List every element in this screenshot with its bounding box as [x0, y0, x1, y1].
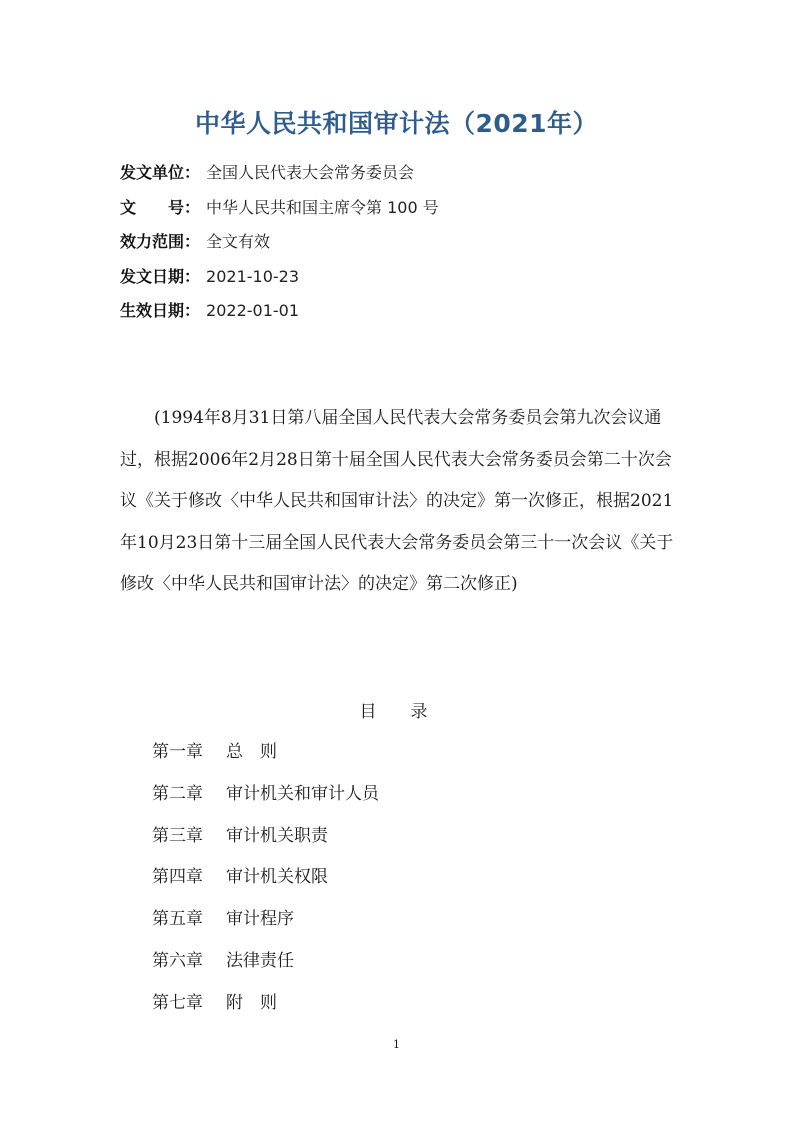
meta-label-scope: 效力范围 [120, 232, 185, 252]
toc-chapter-title: 法律责任 [226, 950, 294, 971]
meta-label-issue-date: 发文日期 [120, 266, 185, 286]
toc-chapter-number: 第一章 [152, 742, 203, 762]
toc-chapter-number: 第三章 [152, 825, 203, 846]
page-number: 1 [393, 1038, 400, 1051]
meta-colon: ： [184, 163, 201, 182]
toc-chapter-number: 第二章 [152, 783, 203, 804]
meta-colon: ： [184, 197, 201, 217]
meta-row-issuer [120, 156, 439, 191]
toc-item-chapter-5 [152, 899, 379, 941]
meta-colon: ： [184, 232, 201, 252]
meta-value-issue-date: 2021-10-23 [206, 266, 300, 286]
toc-item-chapter-7 [152, 983, 379, 1025]
toc-item-chapter-1 [152, 732, 379, 774]
toc-item-chapter-6 [152, 941, 379, 983]
meta-label-doc-number: 文 号 [120, 197, 185, 217]
toc-chapter-number: 第四章 [152, 867, 203, 888]
meta-value-scope: 全文有效 [206, 232, 271, 252]
document-title: 中华人民共和国审计法（2021年） [194, 109, 599, 138]
toc-heading: 目录 [359, 702, 462, 722]
toc-chapter-title: 审计机关和审计人员 [226, 783, 379, 804]
meta-colon: ： [184, 266, 201, 286]
meta-colon: ： [184, 301, 201, 321]
amendment-history-note: (1994年8月31日第八届全国人民代表大会常务委员会第九次会议通过，根据2006年2月28日第十届全国人民代表大会常务委员会第二十次会议《关于修改〈中华人民共和国审计法〉的决定》第一次修正，根据2021年10月23日第十三届全国人民代表大会常务委员会第三十一次会议《关于修改〈中华人民共和国审计法〉的决定》第二次修正) [120, 408, 674, 594]
toc-chapter-number: 第五章 [152, 909, 203, 930]
toc-chapter-title: 总 则 [226, 742, 277, 762]
meta-value-issuer: 全国人民代表大会常务委员会 [206, 163, 415, 182]
toc-item-chapter-2 [152, 774, 379, 816]
meta-label-issuer: 发文单位 [120, 163, 185, 182]
meta-row-issue-date [120, 260, 439, 295]
table-of-contents [152, 732, 379, 1025]
toc-item-chapter-3 [152, 816, 379, 858]
meta-row-effective-date [120, 294, 439, 329]
meta-value-doc-number: 中华人民共和国主席令第 100 号 [206, 197, 439, 217]
toc-chapter-number: 第七章 [152, 992, 203, 1013]
meta-value-effective-date: 2022-01-01 [206, 301, 300, 321]
toc-chapter-title: 附 则 [226, 992, 277, 1013]
toc-chapter-title: 审计机关职责 [226, 825, 328, 846]
meta-row-doc-number [120, 191, 439, 226]
toc-chapter-title: 审计程序 [226, 909, 294, 930]
meta-label-effective-date: 生效日期 [120, 301, 185, 321]
document-metadata [120, 156, 439, 329]
toc-chapter-number: 第六章 [152, 950, 203, 971]
toc-chapter-title: 审计机关权限 [226, 867, 328, 888]
meta-row-scope [120, 225, 439, 260]
toc-item-chapter-4 [152, 857, 379, 899]
